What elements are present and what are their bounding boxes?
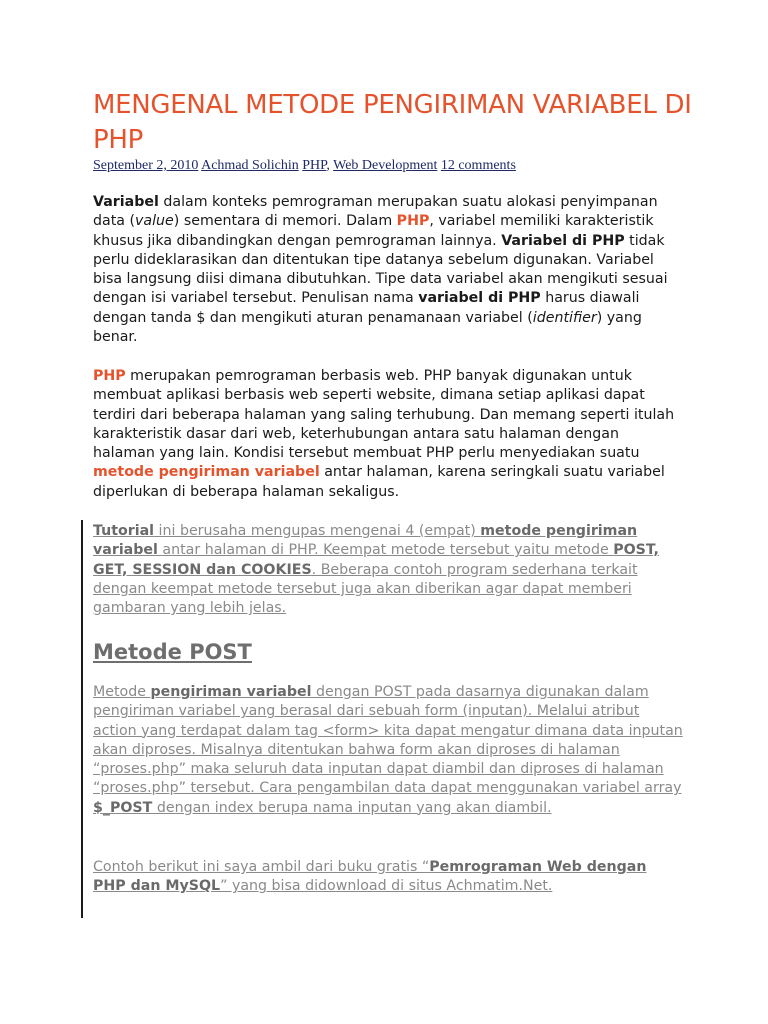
text: antar halaman di PHP. Keempat metode tersebut yaitu metode (157, 542, 614, 559)
post-date-link[interactable]: September 2, 2010 (93, 158, 199, 173)
text: dengan POST pada dasarnya digunakan dalam pengiriman variabel yang berasal dari sebuah form (inputan). Melalui atribut action yang terdapat dalam tag <form> kita dapat mengatur dimana data inputan akan diproses. Misalnya ditentukan bahwa form akan diproses di halaman “proses.php” maka seluruh data inputan dapat diambil dan diproses di halaman “proses.php” tersebut. Cara pengambilan data dapat menggunakan variabel array (93, 684, 683, 797)
text: . Beberapa contoh program sederhana terkait dengan keempat metode tersebut juga akan diberikan agar dapat memberi gambaran yang lebih jelas. (93, 561, 638, 617)
text: tidak perlu dideklarasikan dan ditentukan tipe datanya sebelum digunakan. Variabel bisa langsung diisi dimana dibutuhkan. Tipe data variabel akan mengikuti sesuai dengan isi variabel tersebut. Penulisan nama (93, 232, 668, 307)
blockquote-bar (81, 520, 83, 918)
paragraph-metode-post[interactable] (93, 683, 683, 818)
text: ” yang bisa didownload di situs Achmatim.Net. (220, 878, 553, 895)
comments-link[interactable]: 12 comments (440, 158, 516, 173)
paragraph-php (93, 367, 683, 502)
text: ) yang benar. (93, 309, 642, 346)
text: , variabel memiliki karakteristik khusus jika dibandingkan dengan pemrograman lainnya. (93, 213, 654, 249)
section-heading-metode-post[interactable]: Metode POST (93, 640, 252, 664)
paragraph-variabel (93, 193, 683, 347)
term-metode-pengiriman-variabel: metode pengiriman variabel (93, 464, 320, 481)
term-post-array: $_POST (93, 799, 153, 816)
text: harus diawali dengan tanda $ dan mengikuti aturan penamanaan variabel ( (93, 290, 640, 326)
article-title: MENGENAL METODE PENGIRIMAN VARIABEL DI PHP (93, 90, 692, 155)
text: dengan index berupa nama inputan yang akan diambil. (152, 799, 552, 816)
text: dalam konteks pemrograman merupakan suatu alokasi penyimpanan data ( (93, 194, 658, 230)
term-methods: POST, GET, SESSION dan COOKIES (93, 542, 659, 578)
term-variabel-di-php: Variabel di PHP (501, 232, 625, 249)
text: Metode (93, 684, 151, 700)
text: antar halaman, karena seringkali suatu variabel diperlukan di beberapa halaman sekaligus. (93, 464, 665, 500)
term-tutorial: Tutorial (93, 523, 155, 539)
author-link[interactable]: Achmad Solichin (201, 158, 299, 173)
text: ini berusaha mengupas mengenai 4 (empat) (154, 523, 481, 539)
term-book-title: Pemrograman Web dengan PHP dan MySQL (93, 859, 647, 895)
paragraph-example-source[interactable] (93, 858, 683, 897)
term-variabel: Variabel (93, 194, 159, 210)
term-variabel-di-php: variabel di PHP (418, 290, 541, 307)
term-metode-pengiriman-variabel: metode pengiriman variabel (93, 523, 638, 559)
term-value: value (135, 213, 174, 230)
term-identifier: identifier (532, 309, 597, 326)
post-meta: September 2, 2010 Achmad Solichin PHP, Web Development 12 comments (93, 158, 516, 173)
text: Contoh berikut ini saya ambil dari buku gratis “ (93, 859, 430, 875)
text: ) sementara di memori. Dalam (173, 213, 397, 230)
text: merupakan pemrograman berbasis web. PHP banyak digunakan untuk membuat aplikasi berbasis web seperti website, dimana setiap aplikasi dapat terdiri dari beberapa halaman yang saling terhubung. Dan memang seperti itulah karakteristik dasar dari web, keterhubungan antara satu halaman dengan halaman yang lain. Kondisi tersebut membuat PHP perlu menyediakan suatu (93, 368, 675, 462)
category-link-php[interactable]: PHP (302, 158, 327, 173)
category-link-web-development[interactable]: Web Development (333, 158, 438, 173)
term-php: PHP (93, 368, 126, 384)
paragraph-tutorial-intro[interactable] (93, 522, 683, 618)
term-pengiriman-variabel: pengiriman variabel (150, 684, 312, 700)
term-php: PHP (396, 213, 430, 230)
